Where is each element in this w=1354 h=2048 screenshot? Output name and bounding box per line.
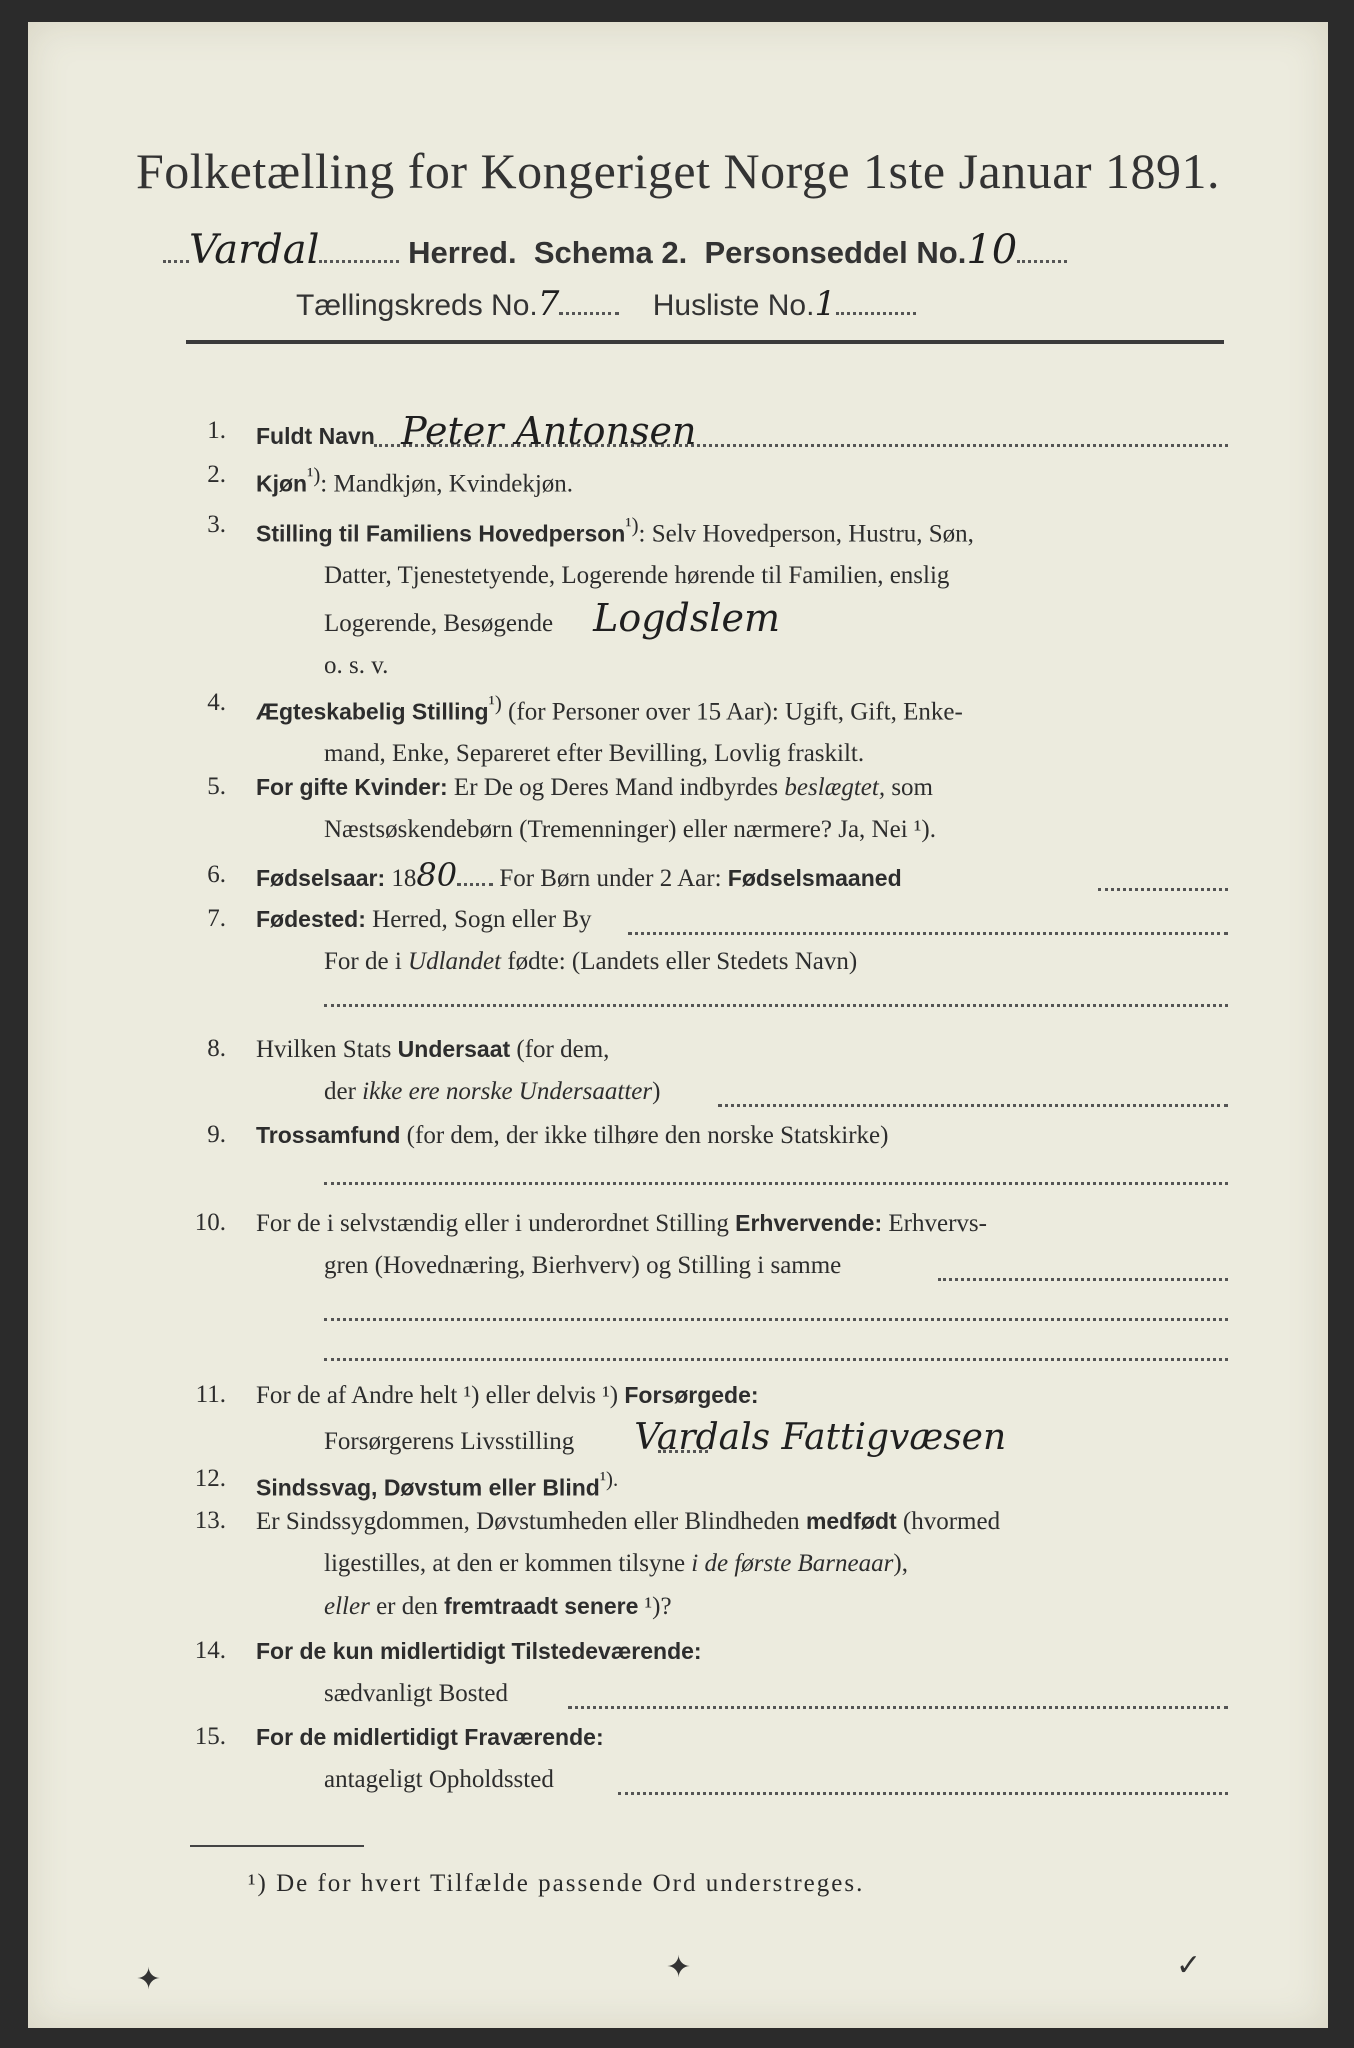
birth-year-value: 80 [416, 856, 458, 894]
footnote-divider [190, 1845, 364, 1847]
corner-mark-left-icon: ✦ [136, 1962, 162, 1997]
footnote: ¹) De for hvert Tilfælde passende Ord understreges. [248, 1870, 865, 1897]
kreds-label: Tællingskreds No. [296, 289, 538, 322]
form-subheader-line [296, 284, 916, 324]
census-form-sheet: Folketælling for Kongeriget Norge 1ste Januar 1891. Vardal Herred. Schema 2. Personseddel No.10 Tællingskreds No.7 Husliste No.1 1. Fuldt Navn Peter Antonsen 2. Kjøn$^{^1)}$: Mandkjøn, Kvindekjøn. 3. Stilling til Familiens Hovedperson$^{^1)}$: Selv Hovedperson, Hustru, Søn, Datter, Tjenestetyende, Logerende hørende til Familien, enslig Logerende, Besøgende Logdslem o. s. v. 4. Ægteskabelig Stilling$^{^1)}$ (for Personer over 15 Aar): Ugift, Gift, Enke- mand, Enke, Separeret efter Bevilling, Lovlig fraskilt. 5. For gifte Kvinder: Er De og Deres Mand indbyrdes beslægtet, som Næstsøskendebørn (Tremenninger) eller nærmere? Ja, Nei ¹). 6. Fødselsaar: 1880 For Børn under 2 Aar: Fødselsmaaned 7. Fødested: Herred, Sogn eller By For de i Udlandet fødte: (Landets eller Stedets Navn) 8. Hvilken Stats Undersaat (for dem, der ikke ere norske Undersaatter) 9. Trossamfund (for dem, der ikke tilhøre den norske Statskirke) 10. For de i selvstændig eller i underordnet Stilling Erhvervende: Erhvervs- gren (Hovednæring, Bierhverv) og Stilling i samme 11. For de af Andre helt ¹) eller delvis ¹) Forsørgede: Forsørgerens Livsstilling Vardals Fattigvæsen 12. Sindssvag, Døvstum eller Blind$^{^1).}$ 13. Er Sindssygdommen, Døvstumheden eller Blindheden medfødt (hvormed ligestilles, at den er kommen tilsyne i de første Barneaar), eller er den fremtraadt senere ¹)? 14. For de kun midlertidigt Tilstedeværende: sædvanligt Bosted 15. For de midlertidigt Fraværende: antageligt Opholdssted ¹) De for hvert Tilfælde passende Ord understreges. ✦ ✦ ✓ [28, 22, 1328, 2028]
header-divider [186, 340, 1224, 344]
schema-label: Schema 2. [533, 235, 688, 270]
husliste-value: 1 [814, 284, 837, 324]
family-position-value: Logdslem [593, 596, 781, 641]
center-mark-icon: ✦ [666, 1950, 692, 1985]
personseddel-value: 10 [966, 227, 1018, 273]
form-title: Folketælling for Kongeriget Norge 1ste Januar 1891. [135, 143, 1221, 199]
husliste-label: Husliste No. [652, 289, 815, 322]
personseddel-label: Personseddel No. [704, 235, 967, 270]
kreds-value: 7 [537, 284, 560, 324]
supporter-occupation-value: Vardals Fattigvæsen [634, 1417, 1007, 1458]
herred-label: Herred. [408, 235, 517, 270]
corner-mark-right-icon: ✓ [1176, 1948, 1202, 1983]
herred-value: Vardal [189, 227, 320, 273]
full-name-value: Peter Antonsen [401, 409, 697, 453]
form-header-line [163, 227, 1067, 273]
